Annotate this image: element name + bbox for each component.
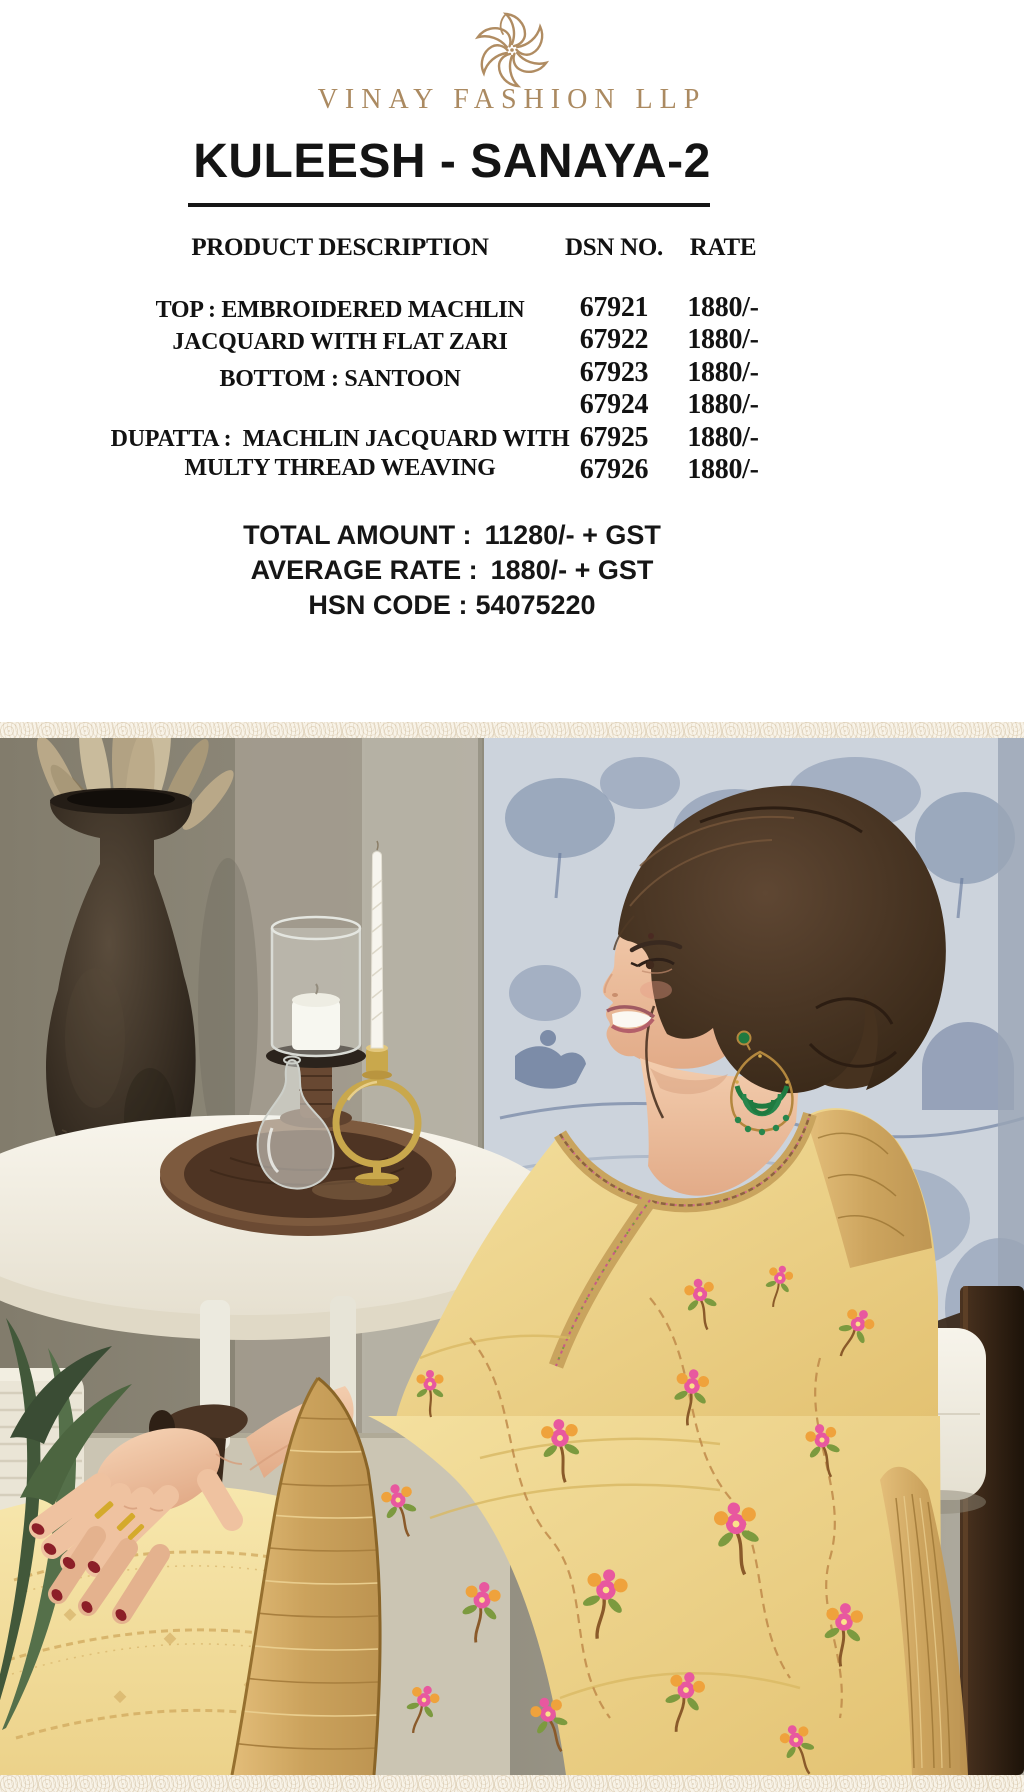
col-header-rate: RATE xyxy=(689,234,757,261)
brand-name: VINAY FASHION LLP xyxy=(317,84,707,115)
dsn-value: 67926 xyxy=(579,454,649,486)
dsn-value: 67922 xyxy=(579,324,649,356)
rate-value: 1880/- xyxy=(687,389,759,421)
top-guilloche-band xyxy=(0,722,1024,738)
dsn-value: 67925 xyxy=(579,421,649,453)
bottom-guilloche-band xyxy=(0,1775,1024,1792)
col-header-dsn: DSN NO. xyxy=(565,234,663,261)
floral-swirl-ornament-icon xyxy=(462,8,562,92)
rate-value: 1880/- xyxy=(687,421,759,453)
rate-value: 1880/- xyxy=(687,454,759,486)
product-photo xyxy=(0,738,1024,1775)
average-rate-label: AVERAGE RATE : xyxy=(250,555,478,585)
product-description-line: DUPATTA : MACHLIN JACQUARD WITH xyxy=(110,426,570,452)
product-description-line: TOP : EMBROIDERED MACHLIN xyxy=(155,297,525,323)
total-amount-line xyxy=(62,520,842,551)
average-rate-value: 1880/- + GST xyxy=(490,555,654,585)
total-amount-label: TOTAL AMOUNT : xyxy=(243,520,472,550)
product-description-line: BOTTOM : SANTOON xyxy=(219,366,461,392)
hsn-code-label: HSN CODE : xyxy=(308,590,468,620)
catalog-title: KULEESH - SANAYA-2 xyxy=(193,135,711,188)
rate-value: 1880/- xyxy=(687,292,759,323)
total-amount-value: 11280/- + GST xyxy=(484,520,661,550)
product-description-line: JACQUARD WITH FLAT ZARI xyxy=(172,329,508,355)
bindi xyxy=(648,933,654,939)
dsn-value: 67923 xyxy=(579,356,649,388)
col-header-description: PRODUCT DESCRIPTION xyxy=(191,234,489,261)
rate-value: 1880/- xyxy=(687,324,759,356)
rate-column xyxy=(658,292,788,486)
hsn-code-value: 54075220 xyxy=(475,590,596,620)
average-rate-line xyxy=(62,555,842,586)
taper-candle xyxy=(371,841,383,1048)
title-underline xyxy=(188,203,710,207)
dsn-value: 67924 xyxy=(579,389,649,421)
dsn-value: 67921 xyxy=(579,292,649,323)
rate-value: 1880/- xyxy=(687,356,759,388)
hsn-code-line xyxy=(62,590,842,621)
product-description-line: MULTY THREAD WEAVING xyxy=(184,455,496,481)
